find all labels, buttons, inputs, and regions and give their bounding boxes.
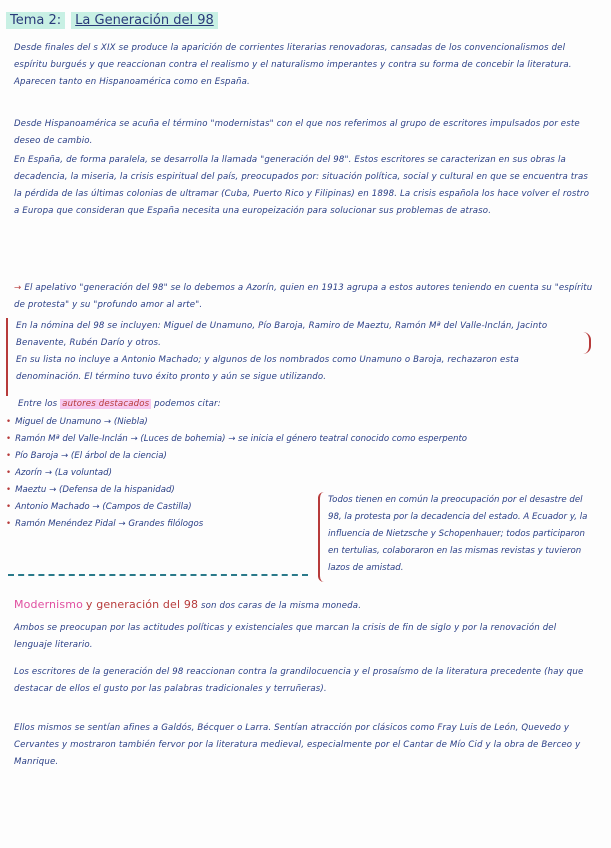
list-item [6, 414, 336, 431]
author-item: Pío Baroja → (El árbol de la ciencia) [15, 451, 167, 461]
bullet-icon: • [6, 485, 12, 495]
modernistas-paragraph [14, 116, 594, 150]
author-item: Azorín → (La voluntad) [15, 468, 112, 478]
title-prefix: Tema 2: [6, 12, 65, 29]
arrow-icon: → [14, 283, 22, 293]
machado-paragraph [16, 352, 586, 386]
paragraph-3: En España, de forma paralela, se desarrolla la llamada "generación del 98". Estos escritores se caracterizan en sus obras la decadencia, la miseria, la crisis espiritual del país, preocupados por: situación política, social y cultural en que se encuentra tras la pérdida de las últimas colonias de ultramar (Cuba, Puerto Rico y Filipinas) en 1898. La crisis española los hace volver el rostro a Europa que consideran que España necesita una europeización para solucionar sus problemas de atraso. [14, 155, 590, 216]
closing-text-3: Ellos mismos se sentían afines a Galdós, Bécquer o Larra. Sentían atracción por clásicos como Fray Luis de León, Quevedo y Cervantes y mostraron también fervor por la literatura medieval, especialmente por el Cantar de Mío Cid y la obra de Berceo y Manrique. [14, 723, 581, 767]
side-note [328, 492, 598, 577]
bullet-icon: • [6, 519, 12, 529]
nomina-text: En la nómina del 98 se incluyen: Miguel de Unamuno, Pío Baroja, Ramiro de Maeztu, Ramón Mª del Valle-Inclán, Jacinto Benavente, Rubén Darío y otros. [16, 321, 548, 348]
modernismo-heading [14, 596, 594, 615]
author-item: Ramón Mª del Valle-Inclán → (Luces de bohemia) → se inicia el género teatral conocido como esperpento [15, 434, 468, 444]
list-item [6, 499, 336, 516]
intro-paragraph [14, 40, 594, 91]
modernismo-title: Modernismo [14, 598, 84, 611]
left-bracket-mark [6, 318, 12, 396]
closing-text-2: Los escritores de la generación del 98 reaccionan contra la grandilocuencia y el prosaísmo de la literatura precedente (hay que destacar de ellos el gusto por las palabras tradicionales y terruñeras). [14, 667, 584, 694]
section-divider [8, 574, 308, 578]
destacados-line [18, 396, 598, 413]
list-item [6, 431, 596, 448]
closing-text-1: Ambos se preocupan por las actitudes políticas y existenciales que marcan la crisis de fin de siglo y por la renovación del lenguaje literario. [14, 623, 557, 650]
paragraph-2: Desde Hispanoamérica se acuña el término "modernistas" con el que nos referimos al grupo de escritores impulsados por este deseo de cambio. [14, 119, 580, 146]
list-item [6, 448, 336, 465]
closing-paragraph-2 [14, 664, 594, 698]
generacion-paragraph [14, 152, 594, 220]
azorin-paragraph [14, 280, 594, 314]
author-item: Ramón Menéndez Pidal → Grandes filólogos [15, 519, 204, 529]
bullet-icon: • [6, 468, 12, 478]
modernismo-intro: son dos caras de la misma moneda. [201, 601, 362, 611]
bullet-icon: • [6, 451, 12, 461]
azorin-text: El apelativo "generación del 98" se lo debemos a Azorín, quien en 1913 agrupa a estos autores teniendo en cuenta su "espíritu de protesta" y su "profundo amor al arte". [14, 283, 593, 310]
page-title [6, 12, 246, 36]
closing-paragraph-1 [14, 620, 594, 654]
list-item [6, 482, 336, 499]
generacion-title: y generación del 98 [85, 598, 199, 611]
right-bracket-mark [583, 332, 591, 354]
author-item: Antonio Machado → (Campos de Castilla) [15, 502, 192, 512]
author-item: Maeztu → (Defensa de la hispanidad) [15, 485, 175, 495]
nomina-paragraph [16, 318, 582, 352]
list-item [6, 516, 336, 533]
list-item [6, 465, 336, 482]
paragraph-1: Desde finales del s XIX se produce la aparición de corrientes literarias renovadoras, cansadas de los convencionalismos del espíritu burgués y que reaccionan contra el realismo y el naturalismo imperantes y contra su forma de concebir la literatura. Aparecen tanto en Hispanoamérica como en España. [14, 43, 572, 87]
title-main: La Generación del 98 [71, 12, 218, 29]
bullet-icon: • [6, 434, 12, 444]
destacados-intro: Entre los [18, 399, 58, 409]
authors-list [6, 414, 468, 533]
brace-mark [318, 492, 328, 582]
bullet-icon: • [6, 417, 12, 427]
author-item: Miguel de Unamuno → (Niebla) [15, 417, 148, 427]
side-note-text: Todos tienen en común la preocupación por el desastre del 98, la protesta por la decadencia del estado. A Ecuador y, la influencia de Nietzsche y Schopenhauer; todos participaron en tertulias, colaboraron en las mismas revistas y tuvieron lazos de amistad. [328, 495, 588, 573]
machado-text: En su lista no incluye a Antonio Machado; y algunos de los nombrados como Unamuno o Baroja, rechazaron esta denominación. El término tuvo éxito pronto y aún se sigue utilizando. [16, 355, 520, 382]
closing-paragraph-3 [14, 720, 594, 771]
destacados-highlight: autores destacados [62, 399, 150, 409]
destacados-outro: podemos citar: [154, 399, 221, 409]
bullet-icon: • [6, 502, 12, 512]
